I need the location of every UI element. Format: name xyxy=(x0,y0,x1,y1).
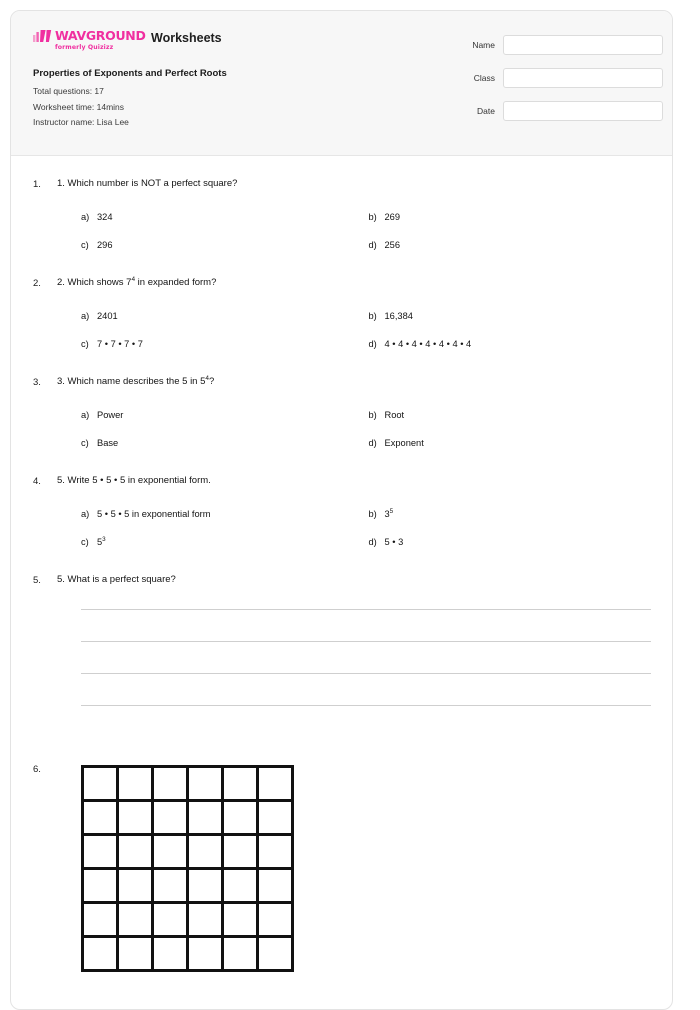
question-list xyxy=(11,156,672,972)
question-body xyxy=(57,763,650,972)
grid-cell xyxy=(189,768,224,802)
answer-option[interactable] xyxy=(369,536,651,548)
option-letter: b) xyxy=(368,211,377,222)
grid-cell xyxy=(119,870,154,904)
grid-cell xyxy=(259,836,294,870)
question-number: 4. xyxy=(33,475,41,487)
worksheets-label: Worksheets xyxy=(151,31,222,45)
grid-cell xyxy=(119,768,154,802)
option-letter: a) xyxy=(81,409,90,420)
answer-line[interactable] xyxy=(81,705,651,706)
question xyxy=(33,475,650,548)
date-input[interactable] xyxy=(503,101,663,121)
worksheet-page xyxy=(10,10,673,1010)
field-row-name xyxy=(433,35,663,55)
question xyxy=(33,763,650,972)
answer-option[interactable] xyxy=(369,437,651,449)
answer-options xyxy=(57,508,650,548)
question-text: 3. Which name describes the 5 in $5^4$? xyxy=(57,374,215,387)
grid-cell xyxy=(224,938,259,972)
question xyxy=(33,178,650,251)
grid-cell xyxy=(259,904,294,938)
option-letter: d) xyxy=(368,437,377,448)
option-letter: a) xyxy=(81,211,90,222)
grid-cell xyxy=(259,938,294,972)
answer-option[interactable] xyxy=(369,338,651,350)
grid-cell xyxy=(154,904,189,938)
answer-option[interactable] xyxy=(81,338,363,350)
option-text: 269 xyxy=(384,211,401,222)
logo-tagline: formerly Quizizz xyxy=(55,43,114,51)
grid-cell xyxy=(259,802,294,836)
square-grid-figure xyxy=(81,765,294,972)
option-text: 5 • 5 • 5 in exponential form xyxy=(97,508,211,519)
answer-option[interactable] xyxy=(369,409,651,421)
answer-option[interactable] xyxy=(81,211,363,223)
answer-option[interactable] xyxy=(81,508,363,520)
grid-cell xyxy=(84,938,119,972)
brand-logo xyxy=(33,28,146,51)
question xyxy=(33,376,650,449)
grid-cell xyxy=(224,904,259,938)
logo-line xyxy=(33,30,146,43)
date-field-label: Date xyxy=(477,106,495,116)
grid-cell xyxy=(84,768,119,802)
grid-cell xyxy=(84,904,119,938)
question-body xyxy=(57,178,650,251)
grid-cell xyxy=(84,802,119,836)
answer-line[interactable] xyxy=(81,609,651,610)
option-text: Base xyxy=(97,437,119,448)
question-text: 5. What is a perfect square? xyxy=(57,573,176,585)
question-number: 1. xyxy=(33,179,41,190)
answer-options xyxy=(57,409,650,449)
name-input[interactable] xyxy=(503,35,663,55)
grid-cell xyxy=(224,768,259,802)
grid-cell xyxy=(189,802,224,836)
grid-cell xyxy=(119,904,154,938)
total-questions: Total questions: 17 xyxy=(33,86,104,97)
grid-cell xyxy=(224,836,259,870)
question xyxy=(33,574,650,737)
grid-cell xyxy=(189,938,224,972)
grid-cell xyxy=(154,938,189,972)
question-text: 2. Which shows $7^4$ in expanded form? xyxy=(57,275,217,288)
question-body xyxy=(57,475,650,548)
grid-cell xyxy=(154,870,189,904)
option-letter: c) xyxy=(81,239,89,250)
field-row-class xyxy=(433,68,663,88)
grid-cell xyxy=(154,768,189,802)
grid-figure-wrap xyxy=(57,765,650,972)
option-text: Power xyxy=(97,409,124,420)
instructor-name: Instructor name: Lisa Lee xyxy=(33,117,129,128)
answer-options xyxy=(57,310,650,350)
grid-cell xyxy=(224,870,259,904)
grid-cell xyxy=(119,938,154,972)
logo-wordmark: WAVGROUND xyxy=(55,28,146,43)
grid-cell xyxy=(189,870,224,904)
option-text: Exponent xyxy=(384,437,424,448)
question-body xyxy=(57,277,650,350)
grid-cell xyxy=(119,802,154,836)
name-field-label: Name xyxy=(472,40,495,50)
answer-lines[interactable] xyxy=(57,609,651,706)
option-text: 324 xyxy=(97,211,113,222)
grid-cell xyxy=(259,870,294,904)
answer-option[interactable] xyxy=(81,437,363,449)
question-body xyxy=(57,574,651,737)
answer-option[interactable] xyxy=(81,310,363,322)
grid-cell xyxy=(119,836,154,870)
option-text: $5^3$ xyxy=(97,535,106,547)
answer-option[interactable] xyxy=(369,239,651,251)
question-number: 5. xyxy=(33,574,41,586)
option-text: 16,384 xyxy=(384,310,413,321)
question-text: 1. Which number is NOT a perfect square? xyxy=(57,178,238,189)
answer-line[interactable] xyxy=(81,673,651,674)
grid-cell xyxy=(84,870,119,904)
option-letter: d) xyxy=(368,536,377,547)
class-field-label: Class xyxy=(473,73,495,83)
question-number: 6. xyxy=(33,763,41,775)
grid-cell xyxy=(259,768,294,802)
answer-option[interactable] xyxy=(369,310,651,322)
worksheet-title: Properties of Exponents and Perfect Roots xyxy=(33,67,227,79)
question-number: 3. xyxy=(33,376,41,388)
option-text: 256 xyxy=(384,239,401,250)
option-text: 7 • 7 • 7 • 7 xyxy=(97,338,143,349)
worksheet-header xyxy=(11,11,672,156)
question-number: 2. xyxy=(33,277,41,289)
question-body xyxy=(57,376,650,449)
option-text: 5 • 3 xyxy=(384,536,404,547)
question xyxy=(33,277,650,350)
option-letter: a) xyxy=(81,508,90,519)
grid-cell xyxy=(189,904,224,938)
question-text: 5. Write 5 • 5 • 5 in exponential form. xyxy=(57,474,211,486)
grid-cell xyxy=(154,836,189,870)
option-text: 2401 xyxy=(97,310,118,321)
option-text: 4 • 4 • 4 • 4 • 4 • 4 • 4 xyxy=(384,338,472,349)
option-letter: c) xyxy=(81,536,89,547)
option-letter: a) xyxy=(81,310,90,321)
option-letter: d) xyxy=(368,338,377,349)
grid-cell xyxy=(154,802,189,836)
answer-option[interactable] xyxy=(81,409,363,421)
option-text: 296 xyxy=(97,239,113,250)
student-fields xyxy=(433,35,663,134)
option-letter: b) xyxy=(368,310,377,321)
answer-line[interactable] xyxy=(81,641,651,642)
grid-cell xyxy=(224,802,259,836)
grid-cell xyxy=(189,836,224,870)
option-letter: c) xyxy=(81,338,89,349)
worksheet-time: Worksheet time: 14mins xyxy=(33,101,125,112)
option-letter: c) xyxy=(81,437,89,448)
field-row-date xyxy=(433,101,663,121)
answer-option[interactable] xyxy=(369,508,651,520)
answer-options xyxy=(57,211,650,251)
waveform-bars-icon xyxy=(33,30,52,42)
class-input[interactable] xyxy=(503,68,663,88)
option-letter: b) xyxy=(368,409,377,420)
answer-option[interactable] xyxy=(369,211,651,223)
option-text: Root xyxy=(384,409,405,420)
option-letter: d) xyxy=(368,239,377,250)
option-text: $3^5$ xyxy=(384,507,394,519)
answer-option[interactable] xyxy=(81,536,363,548)
grid-cell xyxy=(84,836,119,870)
answer-option[interactable] xyxy=(81,239,363,251)
option-letter: b) xyxy=(368,508,377,519)
